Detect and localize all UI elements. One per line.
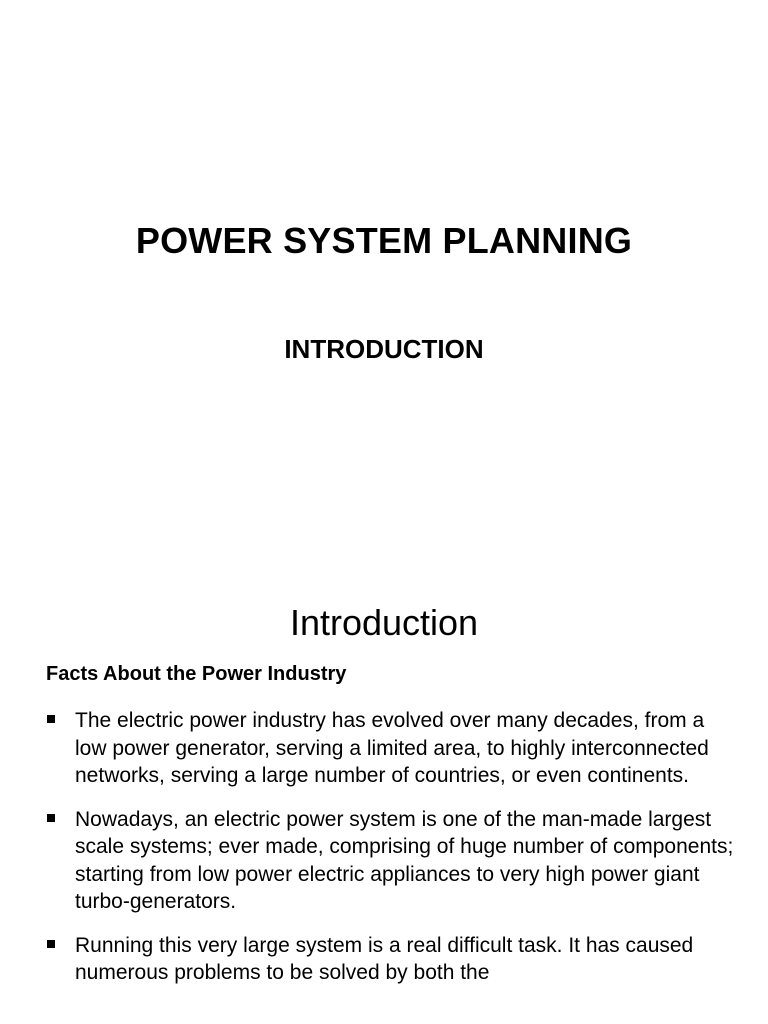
presentation-subtitle: INTRODUCTION: [284, 334, 484, 364]
square-bullet-icon: [47, 814, 55, 822]
section-title: Facts About the Power Industry: [46, 663, 347, 685]
bullet-item: [46, 932, 736, 987]
bullet-list: [46, 707, 736, 1003]
bullet-text: Running this very large system is a real difficult task. It has caused numerous problems to be solved by both the: [75, 933, 694, 984]
bullet-text: Nowadays, an electric power system is one of the man-made largest scale systems; ever made, comprising of huge number of components; starting from low power electric appliances to very high power giant turbo-generators.: [75, 807, 734, 913]
slide-heading: Introduction: [289, 602, 479, 643]
bullet-item: [46, 806, 736, 916]
square-bullet-icon: [47, 715, 55, 723]
bullet-item: [46, 707, 736, 790]
bullet-text: The electric power industry has evolved over many decades, from a low power generator, serving a limited area, to highly interconnected networks, serving a large number of countries, or even continents.: [75, 709, 709, 787]
square-bullet-icon: [47, 940, 55, 948]
presentation-title: POWER SYSTEM PLANNING: [135, 220, 633, 261]
content-slide: [0, 576, 768, 1024]
